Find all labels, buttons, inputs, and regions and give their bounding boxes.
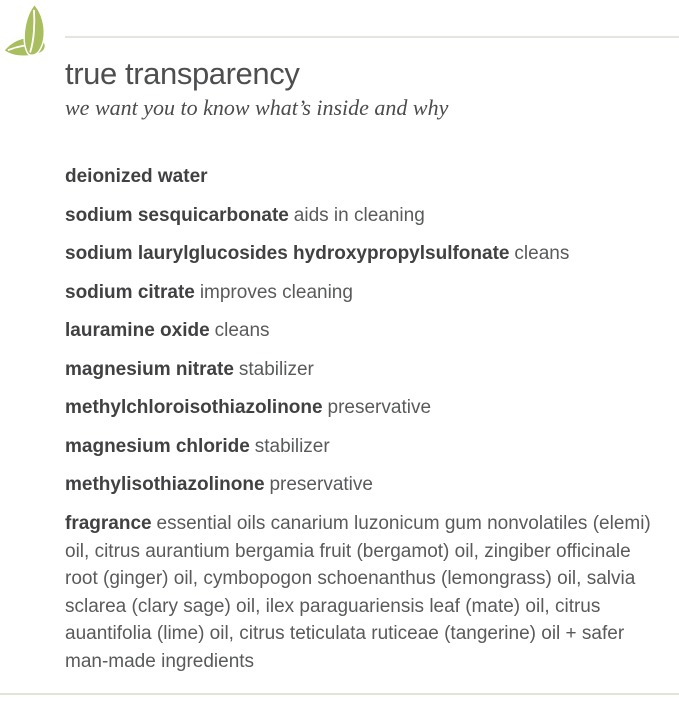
ingredient-row [65,279,655,307]
ingredient-row [65,317,655,345]
ingredient-row [65,240,655,268]
ingredient-name: lauramine oxide [65,320,210,342]
ingredient-description: stabilizer [254,435,330,457]
page-title: true transparency [65,56,300,91]
ingredient-description: preservative [327,397,432,419]
ingredient-name: fragrance [65,512,152,534]
ingredient-name: deionized water [65,166,208,188]
page-subtitle: we want you to know what’s inside and why [65,94,449,120]
ingredient-name: sodium laurylglucosides hydroxypropylsulfonate [65,243,510,265]
ingredients-list [65,163,655,675]
ingredient-row [65,510,655,675]
ingredient-row [65,202,655,230]
ingredient-row [65,394,655,422]
ingredient-row [65,471,655,499]
ingredient-name: magnesium chloride [65,435,250,457]
ingredient-description: cleans [514,243,570,265]
ingredient-row [65,356,655,384]
ingredient-row [65,163,655,191]
bottom-divider [0,693,679,695]
ingredient-name: methylisothiazolinone [65,474,265,496]
ingredient-description: preservative [269,474,373,496]
ingredient-name: magnesium nitrate [65,358,234,380]
ingredient-description: essential oils canarium luzonicum gum nonvolatiles (elemi) oil, citrus aurantium bergamia fruit (bergamot) oil, zingiber officinale root (ginger) oil, cymbopogon schoenanthus (lemongrass) oil, salvia sclarea (clary sage) oil, ilex paraguariensis leaf (mate) oil, citrus auantifolia (lime) oil, citrus teticulata ruticeae (tangerine) oil + safer man-made ingredients [65,512,651,672]
ingredient-name: sodium citrate [65,281,195,303]
ingredient-description: improves cleaning [199,281,353,303]
content-area [65,56,655,686]
ingredient-description: aids in cleaning [293,204,425,226]
ingredient-description: stabilizer [238,358,314,380]
ingredient-row [65,433,655,461]
leaf-logo [4,2,52,60]
leaf-icon [4,2,52,60]
ingredient-name: sodium sesquicarbonate [65,204,289,226]
ingredient-name: methylchloroisothiazolinone [65,397,323,419]
ingredient-description: cleans [214,320,270,342]
top-divider [65,36,679,38]
